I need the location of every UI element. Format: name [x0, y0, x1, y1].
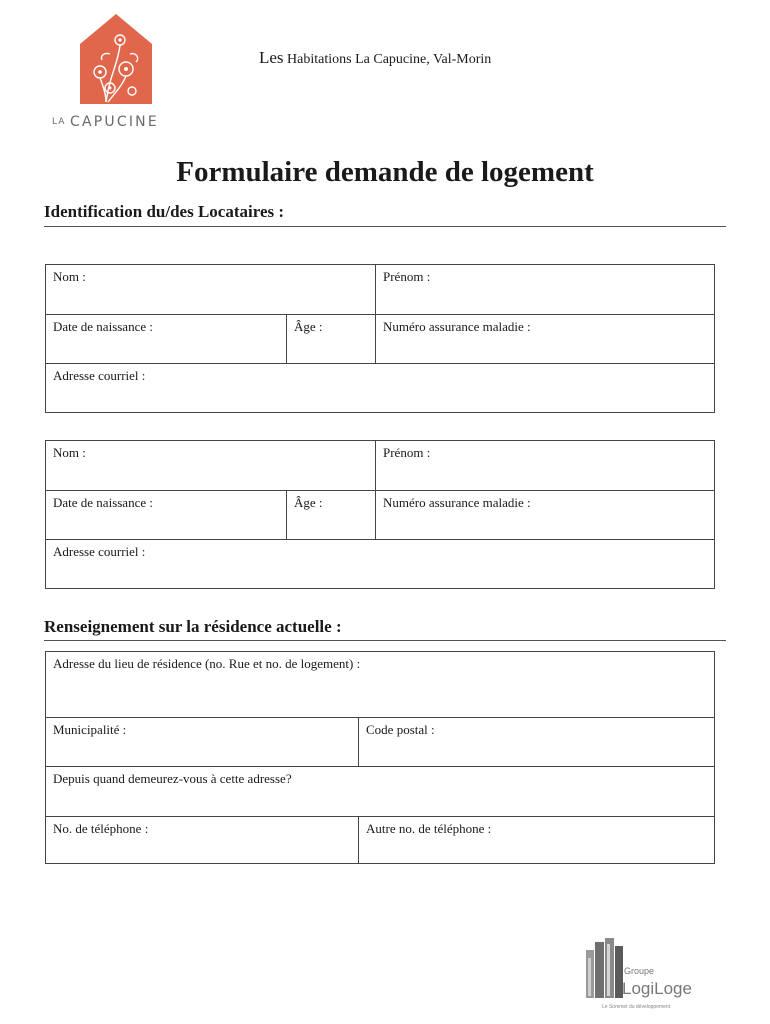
adresse-label: Adresse du lieu de résidence (no. Rue et no. de logement) :	[53, 656, 361, 671]
nom-label: Nom :	[53, 445, 86, 460]
municipalite-label: Municipalité :	[53, 722, 127, 737]
date-naissance-label: Date de naissance :	[53, 495, 153, 510]
form-row	[46, 539, 714, 588]
prenom-label: Prénom :	[383, 269, 431, 284]
age-label: Âge :	[294, 495, 323, 510]
autre-telephone-label: Autre no. de téléphone :	[366, 821, 492, 836]
la-capucine-logo-icon	[80, 14, 152, 104]
prenom-label: Prénom :	[383, 445, 431, 460]
tenant-form-2	[45, 440, 715, 589]
courriel-label: Adresse courriel :	[53, 544, 146, 559]
nam-label: Numéro assurance maladie :	[383, 319, 531, 334]
form-row	[46, 652, 714, 717]
code-postal-field[interactable]	[358, 718, 714, 766]
depuis-field[interactable]	[46, 767, 714, 816]
header-les: Les	[259, 48, 284, 67]
date-naissance-label: Date de naissance :	[53, 319, 153, 334]
nom-field[interactable]	[46, 441, 375, 490]
section-divider	[44, 226, 726, 227]
logiloge-tagline: Le Sommet du développement	[602, 1004, 671, 1010]
municipalite-field[interactable]	[46, 718, 358, 766]
prenom-field[interactable]	[375, 265, 714, 314]
logiloge-logo-icon	[586, 938, 696, 1012]
logiloge-name: LogiLoge	[622, 979, 692, 998]
logiloge-groupe: Groupe	[624, 966, 655, 976]
brand-small: LA	[52, 117, 66, 127]
residence-form	[45, 651, 715, 864]
date-naissance-field[interactable]	[46, 315, 286, 363]
adresse-field[interactable]	[46, 652, 714, 717]
age-field[interactable]	[286, 491, 375, 539]
brand-name: CAPUCINE	[70, 114, 159, 130]
nam-field[interactable]	[375, 491, 714, 539]
header-line	[259, 48, 491, 68]
nam-label: Numéro assurance maladie :	[383, 495, 531, 510]
section-identification-heading: Identification du/des Locataires :	[44, 202, 285, 221]
depuis-label: Depuis quand demeurez-vous à cette adresse?	[53, 771, 292, 786]
form-row	[46, 441, 714, 490]
age-label: Âge :	[294, 319, 323, 334]
header-rest: Habitations La Capucine, Val-Morin	[287, 52, 492, 67]
nom-label: Nom :	[53, 269, 86, 284]
form-row	[46, 314, 714, 363]
page-title: Formulaire demande de logement	[176, 156, 594, 188]
nom-field[interactable]	[46, 265, 375, 314]
courriel-field[interactable]	[46, 364, 714, 412]
courriel-field[interactable]	[46, 540, 714, 588]
age-field[interactable]	[286, 315, 375, 363]
courriel-label: Adresse courriel :	[53, 368, 146, 383]
section-residence-heading: Renseignement sur la résidence actuelle :	[44, 617, 342, 636]
form-row	[46, 490, 714, 539]
code-postal-label: Code postal :	[366, 722, 435, 737]
form-row	[46, 717, 714, 766]
telephone-label: No. de téléphone :	[53, 821, 149, 836]
section-divider	[44, 640, 726, 641]
telephone-field[interactable]	[46, 817, 358, 863]
nam-field[interactable]	[375, 315, 714, 363]
date-naissance-field[interactable]	[46, 491, 286, 539]
form-row	[46, 363, 714, 412]
autre-telephone-field[interactable]	[358, 817, 714, 863]
form-row	[46, 265, 714, 314]
tenant-form-1	[45, 264, 715, 413]
prenom-field[interactable]	[375, 441, 714, 490]
form-row	[46, 766, 714, 816]
form-row	[46, 816, 714, 863]
